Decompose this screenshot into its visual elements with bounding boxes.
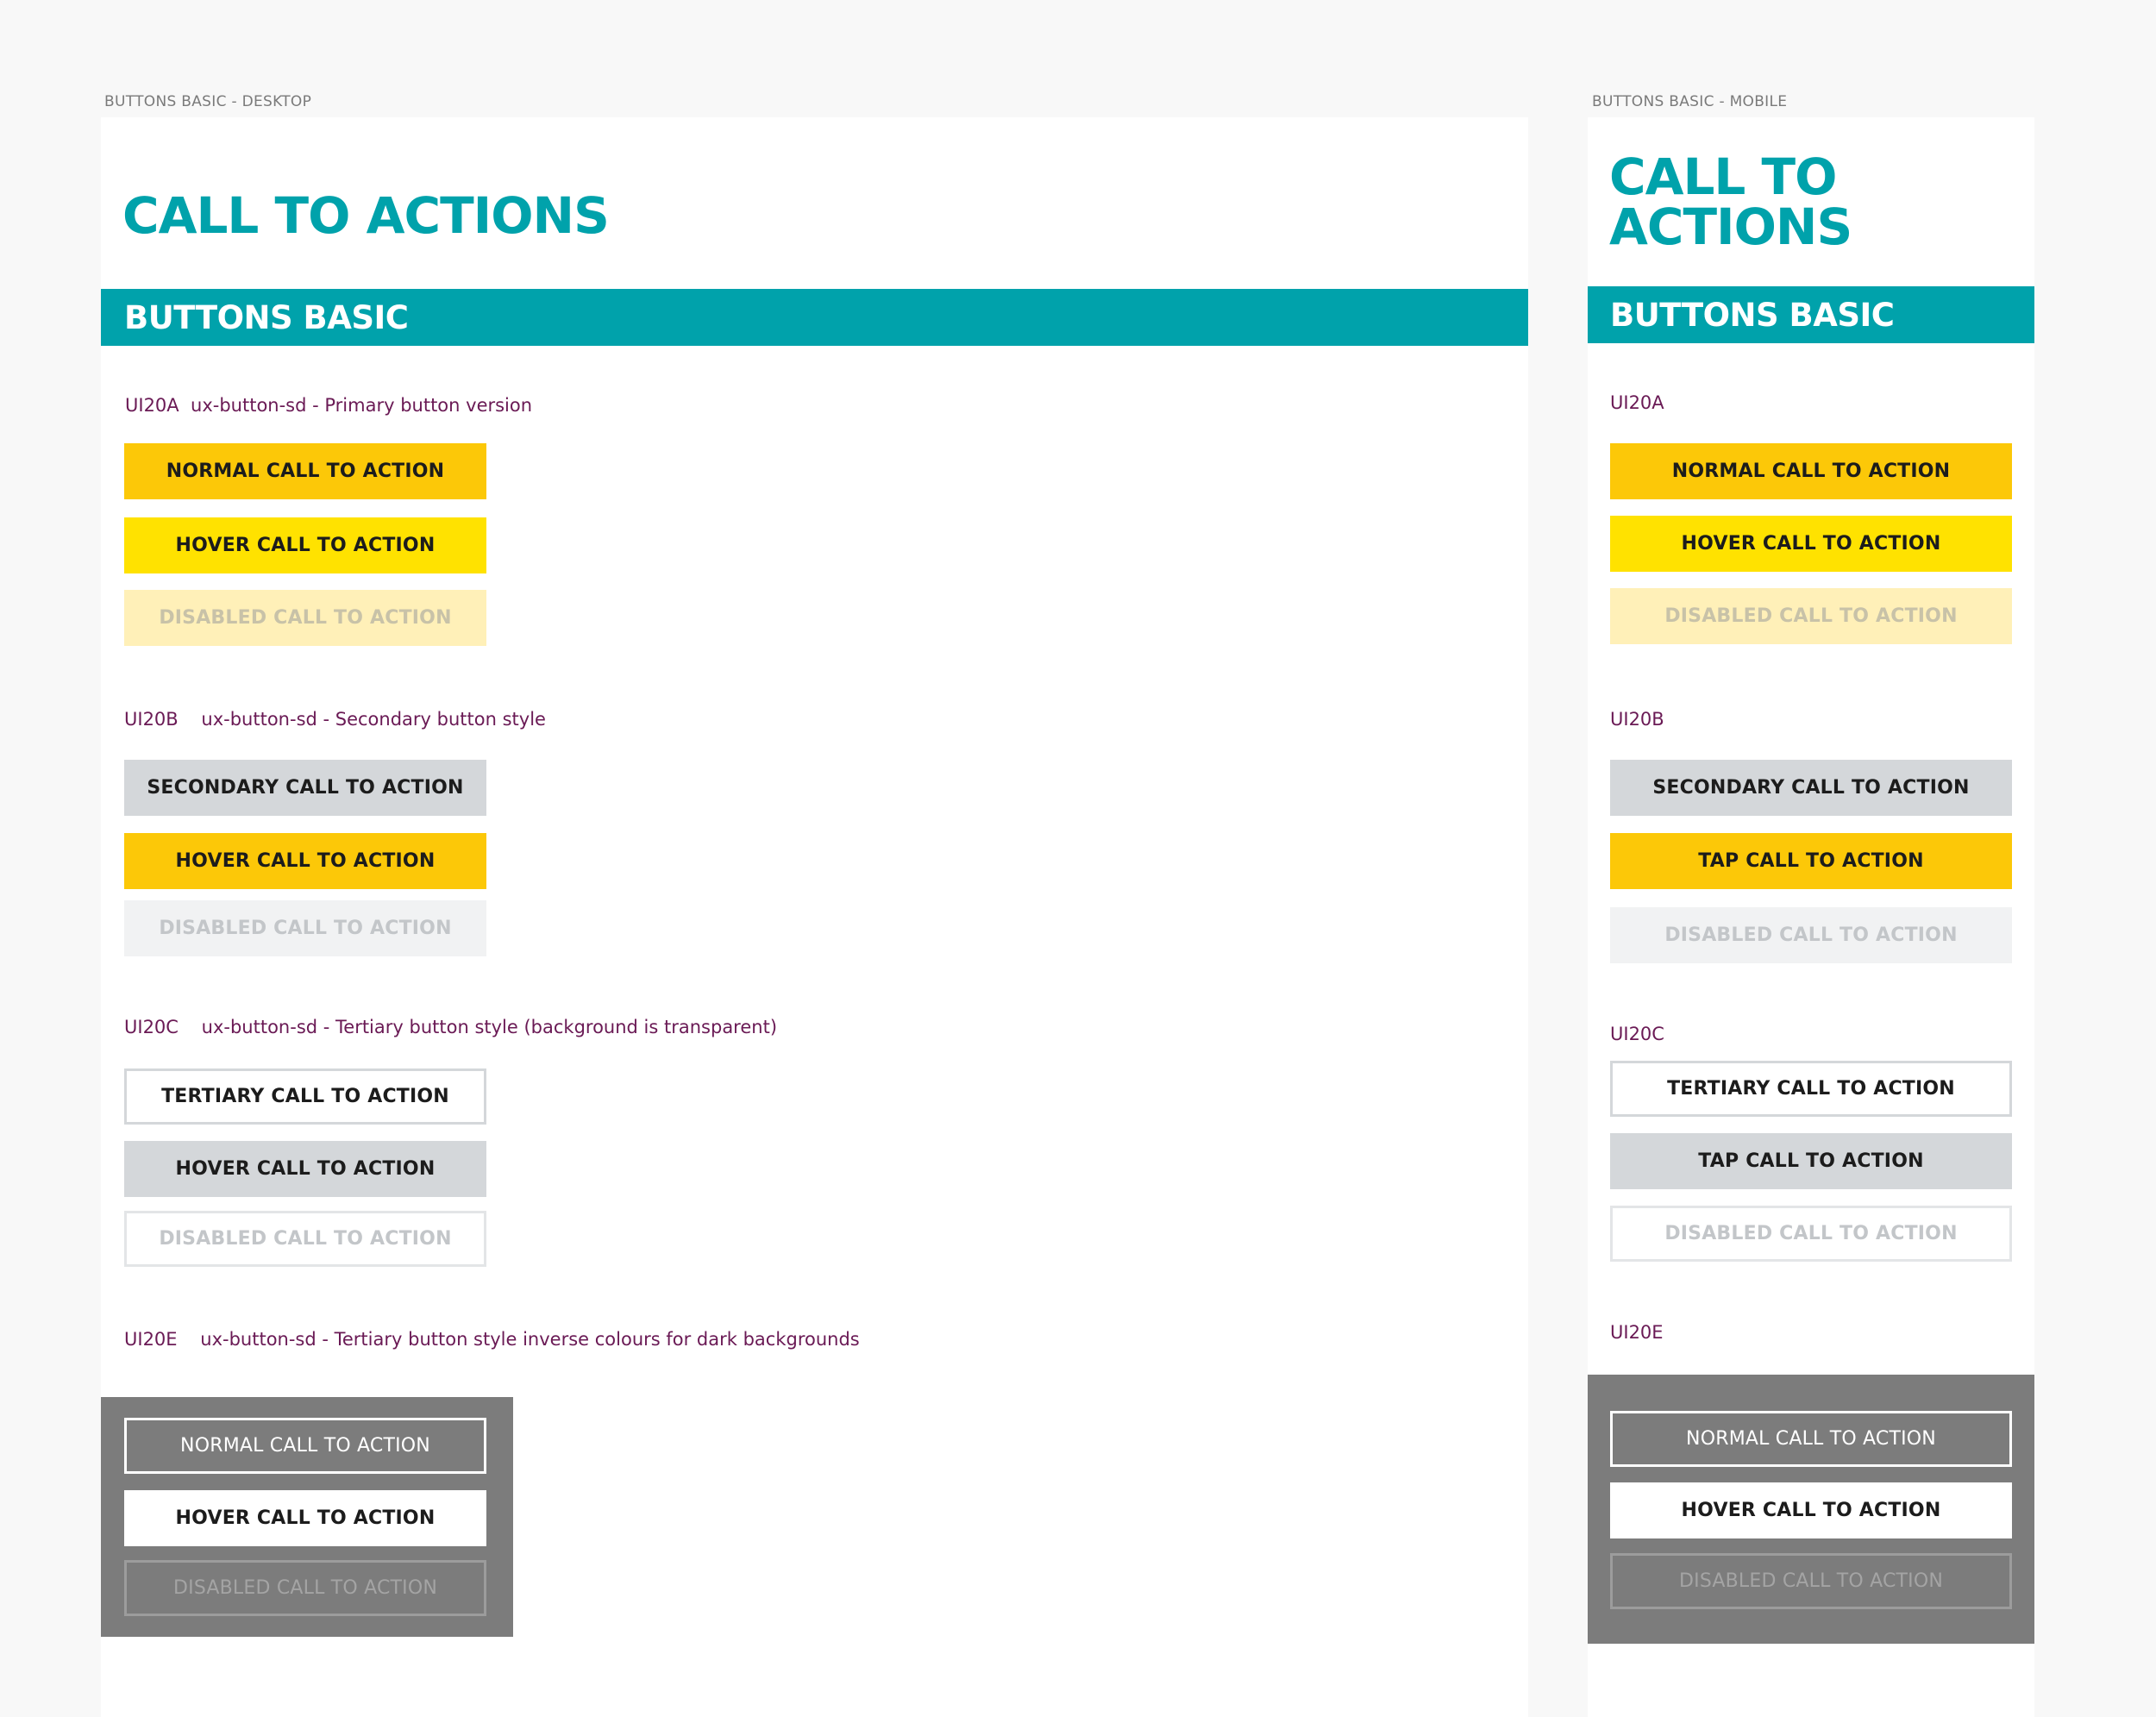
mobile-inverse-normal-button[interactable]: NORMAL CALL TO ACTION bbox=[1610, 1411, 2012, 1467]
mobile-primary-normal-button[interactable]: NORMAL CALL TO ACTION bbox=[1610, 443, 2012, 499]
mobile-tertiary-normal-button[interactable]: TERTIARY CALL TO ACTION bbox=[1610, 1061, 2012, 1117]
mobile-label-tertiary: UI20C bbox=[1610, 1024, 1664, 1044]
section-description: ux-button-sd - Tertiary button style inverse colours for dark backgrounds bbox=[200, 1329, 860, 1350]
desktop-secondary-normal-button[interactable]: SECONDARY CALL TO ACTION bbox=[124, 760, 486, 816]
desktop-frame-label: BUTTONS BASIC - DESKTOP bbox=[104, 93, 312, 110]
desktop-tertiary-disabled-button: DISABLED CALL TO ACTION bbox=[124, 1211, 486, 1267]
desktop-primary-disabled-button: DISABLED CALL TO ACTION bbox=[124, 590, 486, 646]
mobile-label-primary: UI20A bbox=[1610, 392, 1664, 413]
desktop-primary-normal-button[interactable]: NORMAL CALL TO ACTION bbox=[124, 443, 486, 499]
desktop-tertiary-hover-button[interactable]: HOVER CALL TO ACTION bbox=[124, 1141, 486, 1197]
desktop-primary-hover-button[interactable]: HOVER CALL TO ACTION bbox=[124, 517, 486, 573]
mobile-secondary-tap-button[interactable]: TAP CALL TO ACTION bbox=[1610, 833, 2012, 889]
mobile-section-band: BUTTONS BASIC bbox=[1588, 286, 2034, 343]
mobile-title-line-1: CALL TO bbox=[1609, 147, 1837, 206]
section-code: UI20B bbox=[124, 709, 179, 730]
mobile-label-inverse: UI20E bbox=[1610, 1322, 1664, 1343]
mobile-page-title bbox=[1609, 147, 1852, 256]
desktop-section-band: BUTTONS BASIC bbox=[101, 289, 1528, 346]
desktop-page-title: CALL TO ACTIONS bbox=[122, 186, 609, 245]
desktop-label-inverse bbox=[124, 1329, 860, 1350]
desktop-inverse-hover-button[interactable]: HOVER CALL TO ACTION bbox=[124, 1490, 486, 1546]
mobile-tertiary-disabled-button: DISABLED CALL TO ACTION bbox=[1610, 1206, 2012, 1262]
mobile-tertiary-tap-button[interactable]: TAP CALL TO ACTION bbox=[1610, 1133, 2012, 1189]
desktop-inverse-normal-button[interactable]: NORMAL CALL TO ACTION bbox=[124, 1418, 486, 1474]
mobile-secondary-disabled-button: DISABLED CALL TO ACTION bbox=[1610, 907, 2012, 963]
mobile-primary-disabled-button: DISABLED CALL TO ACTION bbox=[1610, 588, 2012, 644]
section-code: UI20A bbox=[125, 395, 179, 416]
section-description: ux-button-sd - Secondary button style bbox=[201, 709, 546, 730]
mobile-title-line-2: ACTIONS bbox=[1609, 197, 1852, 256]
mobile-frame-label: BUTTONS BASIC - MOBILE bbox=[1592, 93, 1788, 110]
desktop-secondary-hover-button[interactable]: HOVER CALL TO ACTION bbox=[124, 833, 486, 889]
mobile-primary-hover-button[interactable]: HOVER CALL TO ACTION bbox=[1610, 516, 2012, 572]
desktop-label-secondary bbox=[124, 709, 546, 730]
desktop-label-primary bbox=[125, 395, 532, 416]
desktop-label-tertiary bbox=[124, 1017, 777, 1037]
section-code: UI20C bbox=[124, 1017, 179, 1037]
mobile-label-secondary: UI20B bbox=[1610, 709, 1664, 730]
section-description: ux-button-sd - Primary button version bbox=[191, 395, 533, 416]
section-code: UI20E bbox=[124, 1329, 178, 1350]
mobile-inverse-disabled-button: DISABLED CALL TO ACTION bbox=[1610, 1553, 2012, 1609]
desktop-tertiary-normal-button[interactable]: TERTIARY CALL TO ACTION bbox=[124, 1068, 486, 1125]
mobile-secondary-normal-button[interactable]: SECONDARY CALL TO ACTION bbox=[1610, 760, 2012, 816]
mobile-inverse-hover-button[interactable]: HOVER CALL TO ACTION bbox=[1610, 1482, 2012, 1538]
desktop-secondary-disabled-button: DISABLED CALL TO ACTION bbox=[124, 900, 486, 956]
section-description: ux-button-sd - Tertiary button style (background is transparent) bbox=[201, 1017, 778, 1037]
desktop-inverse-disabled-button: DISABLED CALL TO ACTION bbox=[124, 1560, 486, 1616]
